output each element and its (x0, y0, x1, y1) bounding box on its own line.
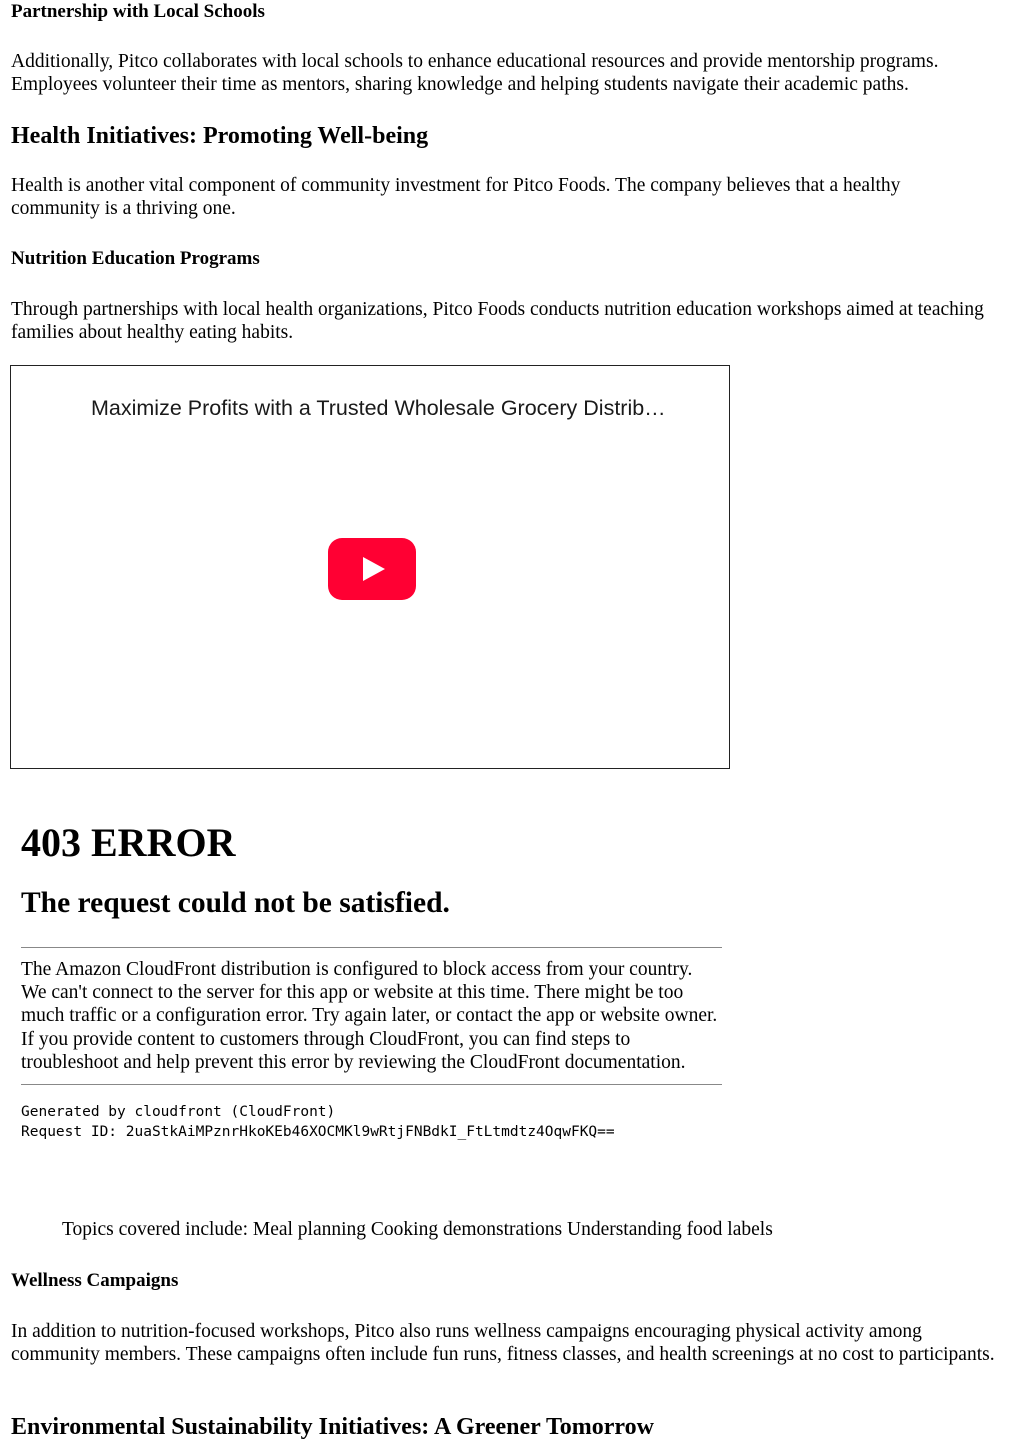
partnership-paragraph: Additionally, Pitco collaborates with local schools to enhance educational resources and provide mentorship programs. Employees volunteer their time as mentors, sharing knowledge and helping students navigate their academic paths. (11, 51, 939, 96)
youtube-play-icon[interactable] (328, 538, 416, 600)
environment-heading: Environmental Sustainability Initiatives: A Greener Tomorrow (11, 1414, 654, 1440)
error-message-1: The Amazon CloudFront distribution is configured to block access from your country. We can't connect to the server for this app or website at this time. There might be too much traffic or a configuration error. Try again later, or contact the app or website owner. (21, 959, 718, 1027)
error-message-2: If you provide content to customers through CloudFront, you can find steps to troubleshoot and help prevent this error by reviewing the CloudFront documentation. (21, 1028, 686, 1073)
health-paragraph: Health is another vital component of community investment for Pitco Foods. The company believes that a healthy community is a thriving one. (11, 175, 901, 220)
health-heading: Health Initiatives: Promoting Well-being (11, 123, 429, 149)
nutrition-paragraph: Through partnerships with local health organizations, Pitco Foods conducts nutrition education workshops aimed at teaching families about healthy eating habits. (11, 299, 984, 344)
generated-by-line: Generated by cloudfront (CloudFront) (21, 1104, 336, 1121)
request-id-line: Request ID: 2uaStkAiMPznrHkoKEb46XOCMKl9wRtjFNBdkI_FtLtmdtz4OqwFKQ== (21, 1124, 615, 1141)
divider-bottom (21, 1084, 722, 1085)
error-code-heading: 403 ERROR (21, 820, 236, 865)
topics-line: Topics covered include: Meal planning Cooking demonstrations Understanding food labels (62, 1219, 773, 1240)
wellness-heading: Wellness Campaigns (11, 1270, 179, 1291)
cloudfront-error-block (21, 815, 722, 1142)
video-title[interactable]: Maximize Profits with a Trusted Wholesale Grocery Distrib… (91, 396, 666, 420)
divider-top (21, 947, 722, 948)
error-subheading: The request could not be satisfied. (21, 887, 450, 919)
nutrition-heading: Nutrition Education Programs (11, 248, 260, 269)
embedded-video[interactable] (10, 365, 730, 769)
wellness-paragraph: In addition to nutrition-focused workshops, Pitco also runs wellness campaigns encouraging physical activity among community members. These campaigns often include fun runs, fitness classes, and health screenings at no cost to participants. (11, 1321, 995, 1366)
play-triangle-icon (363, 557, 385, 581)
partnership-heading: Partnership with Local Schools (11, 1, 265, 22)
